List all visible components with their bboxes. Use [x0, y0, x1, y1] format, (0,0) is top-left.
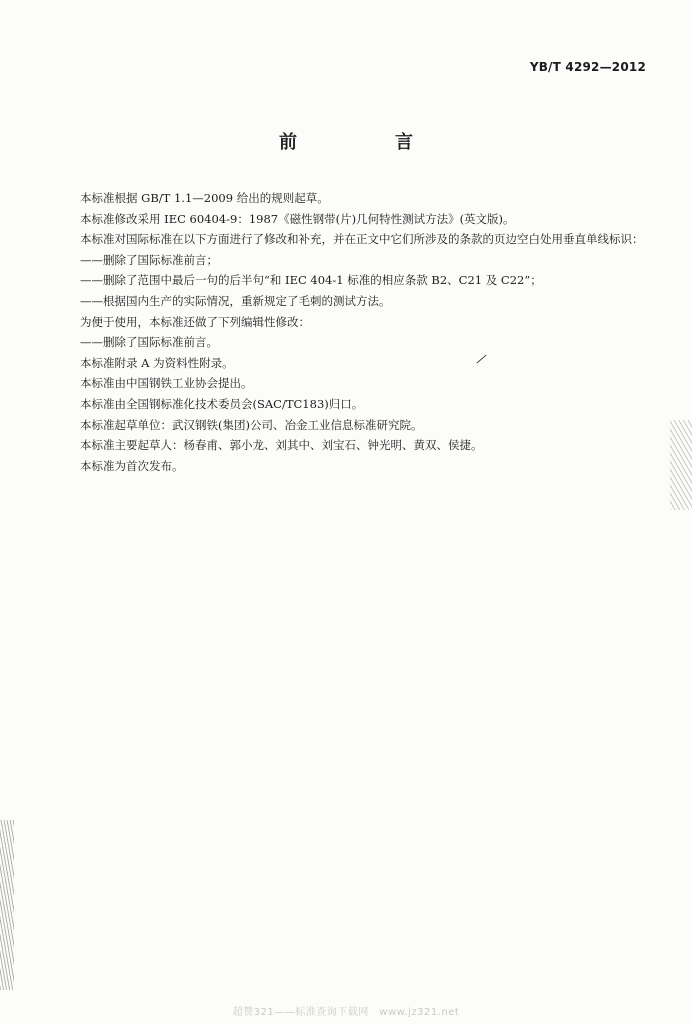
paragraph-drafting-units: 本标准起草单位：武汉钢铁(集团)公司、冶金工业信息标准研究院。 [80, 417, 423, 432]
paragraph-proposed-by: 本标准由中国钢铁工业协会提出。 [80, 376, 253, 391]
paragraph-modifications: 本标准对国际标准在以下方面进行了修改和补充，并在正文中它们所涉及的条款的页边空白处用垂直单线标识： [80, 232, 644, 247]
paragraph-drafting-rules: 本标准根据 GB/T 1.1—2009 给出的规则起草。 [80, 191, 329, 205]
preface-body [58, 188, 648, 476]
pen-mark-icon: ⁄ [477, 352, 485, 368]
paragraph-annex: 本标准附录 A 为资料性附录。 [80, 355, 234, 370]
list-item-editorial-1: ——删除了国际标准前言。 [80, 335, 218, 350]
scan-noise-right [670, 420, 692, 510]
paragraph-drafters: 本标准主要起草人：杨春甫、郭小龙、刘其中、刘宝石、钟光明、黄双、侯捷。 [80, 438, 483, 453]
scan-noise-left [0, 820, 14, 990]
list-item-modification-1: ——删除了国际标准前言； [80, 252, 218, 267]
list-item-modification-3: ——根据国内生产的实际情况，重新规定了毛刺的测试方法。 [80, 293, 391, 308]
footer-watermark: 超赞321——标准查询下载网 www.jz321.net [232, 1007, 460, 1018]
page-title: 前 言 [279, 132, 453, 153]
paragraph-managed-by: 本标准由全国钢标准化技术委员会(SAC/TC183)归口。 [80, 396, 364, 411]
paragraph-first-release: 本标准为首次发布。 [80, 458, 184, 473]
standard-number: YB/T 4292—2012 [529, 60, 646, 74]
paragraph-adoption: 本标准修改采用 IEC 60404-9：1987《磁性钢带(片)几何特性测试方法》(英文版)。 [80, 211, 515, 226]
list-item-modification-2: ——删除了范围中最后一句的后半句“和 IEC 404-1 标准的相应条款 B2、C21 及 C22”； [80, 273, 542, 288]
paragraph-editorial: 为便于使用，本标准还做了下列编辑性修改： [80, 314, 310, 329]
